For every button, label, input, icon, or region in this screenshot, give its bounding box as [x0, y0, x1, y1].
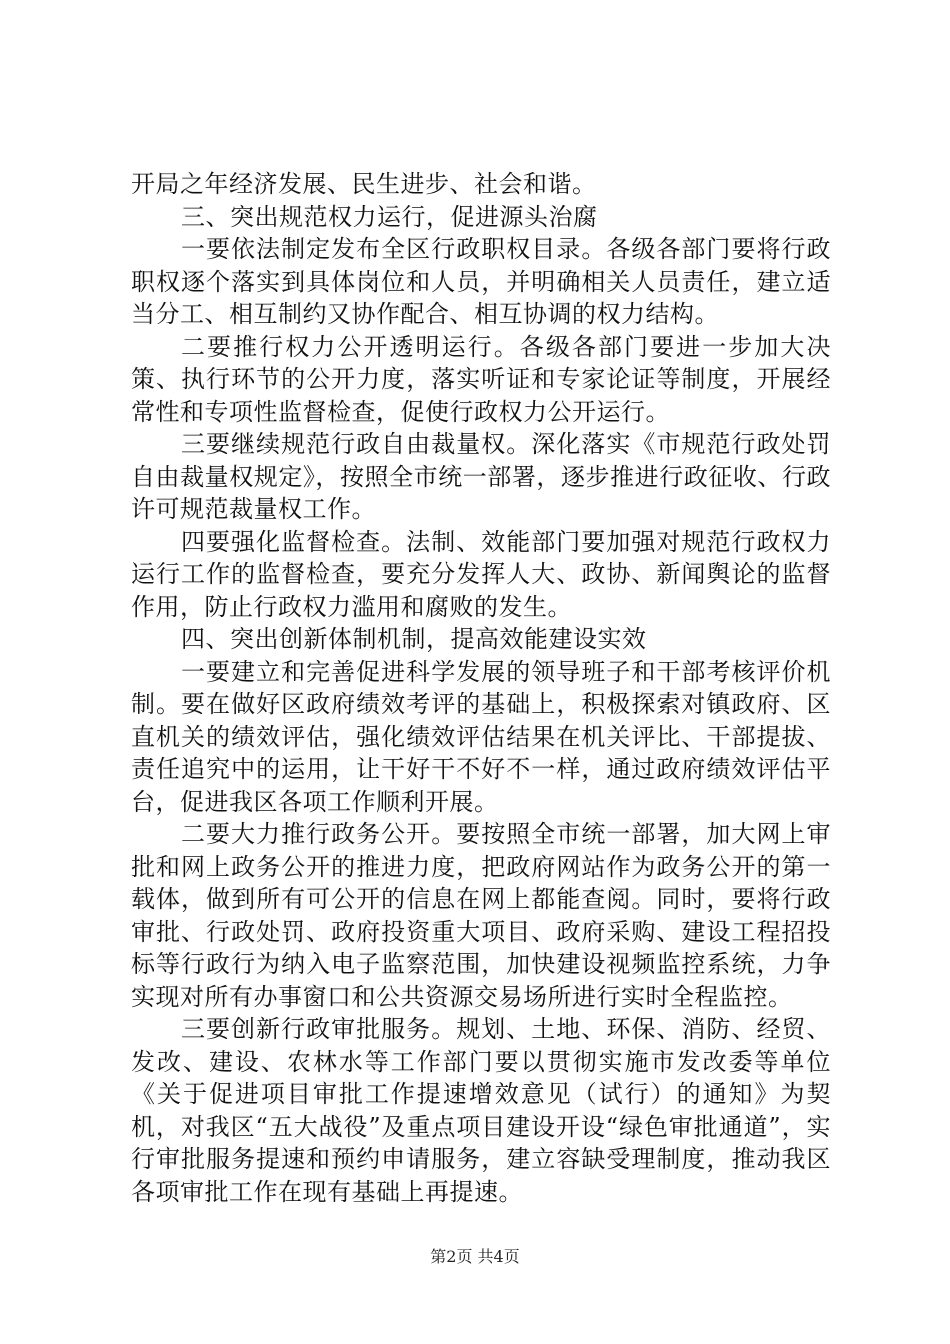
paragraph: 三要创新行政审批服务。规划、土地、环保、消防、经贸、发改、建设、农林水等工作部门要以贯彻实施市发改委等单位《关于促进项目审批工作提速增效意见（试行）的通知》为契机，对我区“五大战役”及重点项目建设开设“绿色审批通道”，实行审批服务提速和预约申请服务，建立容缺受理制度，推动我区各项审批工作在现有基础上再提速。 — [131, 1015, 831, 1206]
page-number-footer: 第2页 共4页 — [430, 1247, 520, 1266]
paragraph: 二要推行权力公开透明运行。各级各部门要进一步加大决策、执行环节的公开力度，落实听证和专家论证等制度，开展经常性和专项性监督检查，促使行政权力公开运行。 — [131, 332, 831, 426]
paragraph: 开局之年经济发展、民生进步、社会和谐。 — [131, 170, 597, 198]
paragraph: 四要强化监督检查。法制、效能部门要加强对规范行政权力运行工作的监督检查，要充分发挥人大、政协、新闻舆论的监督作用，防止行政权力滥用和腐败的发生。 — [131, 527, 831, 621]
section-heading: 三、突出规范权力运行，促进源头治腐 — [181, 202, 598, 231]
paragraph: 一要依法制定发布全区行政职权目录。各级各部门要将行政职权逐个落实到具体岗位和人员，并明确相关人员责任，建立适当分工、相互制约又协作配合、相互协调的权力结构。 — [131, 235, 831, 328]
paragraph: 二要大力推行政务公开。要按照全市统一部署，加大网上审批和网上政务公开的推进力度，把政府网站作为政务公开的第一载体，做到所有可公开的信息在网上都能查阅。同时，要将行政审批、行政处罚、政府投资重大项目、政府采购、建设工程招投标等行政行为纳入电子监察范围，加快建设视频监控系统，力争实现对所有办事窗口和公共资源交易场所进行实时全程监控。 — [131, 820, 831, 1011]
document-body — [131, 168, 831, 1208]
paragraph: 三要继续规范行政自由裁量权。深化落实《市规范行政处罚自由裁量权规定》，按照全市统一部署，逐步推进行政征收、行政许可规范裁量权工作。 — [131, 430, 831, 523]
section-heading: 四、突出创新体制机制，提高效能建设实效 — [181, 625, 647, 653]
paragraph: 一要建立和完善促进科学发展的领导班子和干部考核评价机制。要在做好区政府绩效考评的基础上，积极探索对镇政府、区直机关的绩效评估，强化绩效评估结果在机关评比、干部提拔、责任追究中的运用，让干好干不好不一样，通过政府绩效评估平台，促进我区各项工作顺利开展。 — [131, 657, 831, 816]
